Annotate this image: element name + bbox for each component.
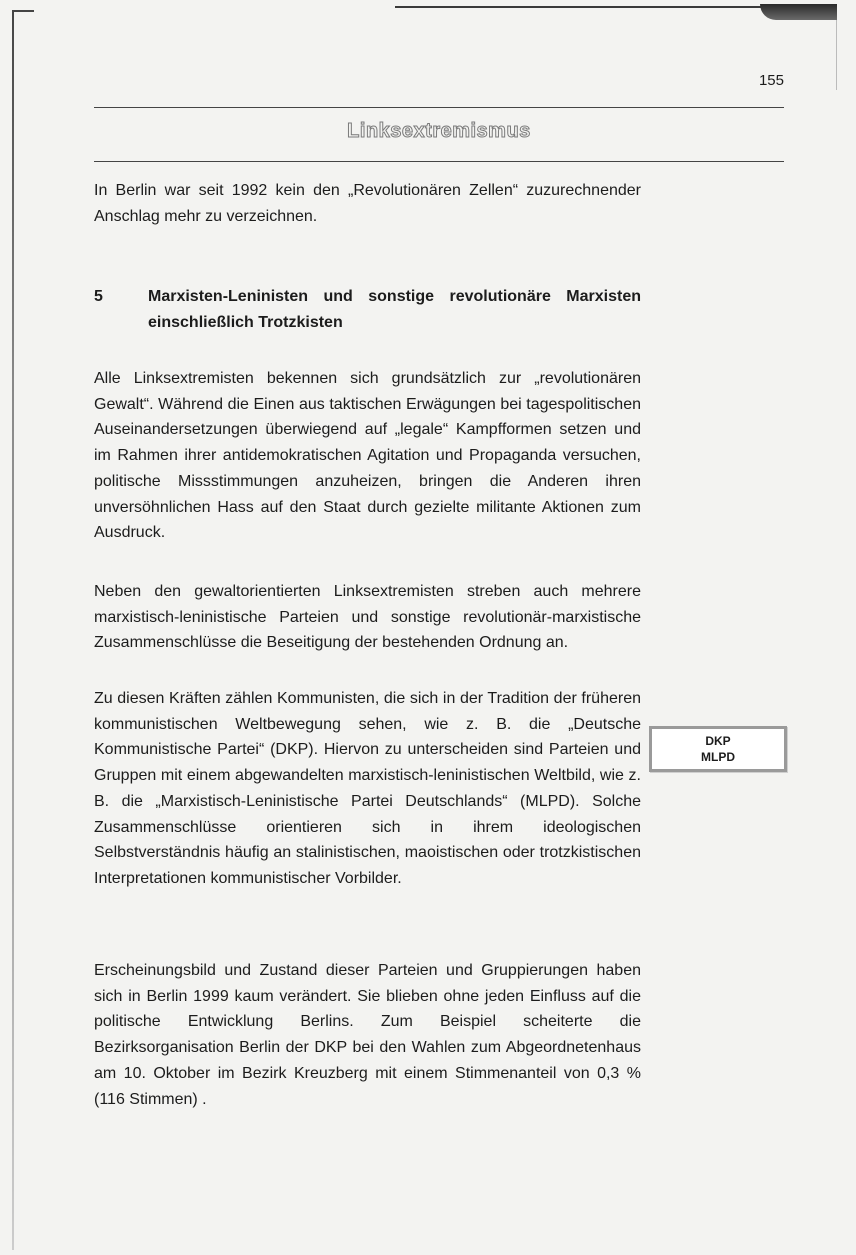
scan-edge-right	[836, 20, 837, 90]
header-rule-top	[94, 107, 784, 108]
intro-paragraph: In Berlin war seit 1992 kein den „Revolutionären Zellen“ zuzurechnender Anschlag mehr zu verzeichnen.	[94, 182, 641, 225]
scan-edge-left	[12, 10, 14, 1250]
running-head: Linksextremismus	[347, 120, 531, 142]
margin-note-mlpd: MLPD	[701, 750, 735, 764]
section-title: Marxisten-Leninisten und sonstige revolutionäre Marxisten einschließlich Trotzkisten	[148, 288, 641, 331]
header-rule-bottom	[94, 161, 784, 162]
body-paragraph: Zu diesen Kräften zählen Kommunisten, die sich in der Tradition der früheren kommunistischen Weltbewegung sehen, wie z. B. die „Deutsche Kommunistische Partei“ (DKP). Hiervon zu unterscheiden sind Parteien und Gruppen mit einem abgewandelten marxistisch-leninistischen Weltbild, wie z. B. die „Marxistisch-Leninistische Partei Deutschlands“ (MLPD). Solche Zusammenschlüsse orientieren sich in ihrem ideologischen Selbstverständnis häufig an stalinistischen, maoistischen oder trotzkistischen Interpretationen kommunistischer Vorbilder.	[94, 690, 641, 887]
body-paragraph: Neben den gewaltorientierten Linksextremisten streben auch mehrere marxistisch-leninistische Parteien und sonstige revolutionär-marxistische Zusammenschlüsse die Beseitigung der bestehenden Ordnung an.	[94, 583, 641, 652]
page-number: 155	[758, 72, 784, 89]
margin-note-box	[649, 726, 787, 772]
section-number: 5	[94, 288, 103, 305]
scan-edge-top-shadow	[760, 4, 837, 20]
margin-note-dkp: DKP	[705, 734, 731, 748]
body-paragraph: Alle Linksextremisten bekennen sich grundsätzlich zur „revolutionären Gewalt“. Während die Einen aus taktischen Erwägungen bei tagespolitischen Auseinandersetzungen überwiegend auf „legale“ Kampfformen setzen und im Rahmen ihrer antidemokratischen Agitation und Propaganda versuchen, politische Missstimmungen anzuheizen, bringen die Anderen ihren unversöhnlichen Hass auf den Staat durch gezielte militante Aktionen zum Ausdruck.	[94, 370, 641, 542]
scan-edge-corner	[12, 10, 34, 12]
body-paragraph: Erscheinungsbild und Zustand dieser Parteien und Gruppierungen haben sich in Berlin 1999 kaum verändert. Sie blieben ohne jeden Einfluss auf die politische Entwicklung Berlins. Zum Beispiel scheiterte die Bezirksorganisation Berlin der DKP bei den Wahlen zum Abgeordnetenhaus am 10. Oktober im Bezirk Kreuzberg mit einem Stimmenanteil von 0,3 % (116 Stimmen) .	[94, 962, 641, 1108]
